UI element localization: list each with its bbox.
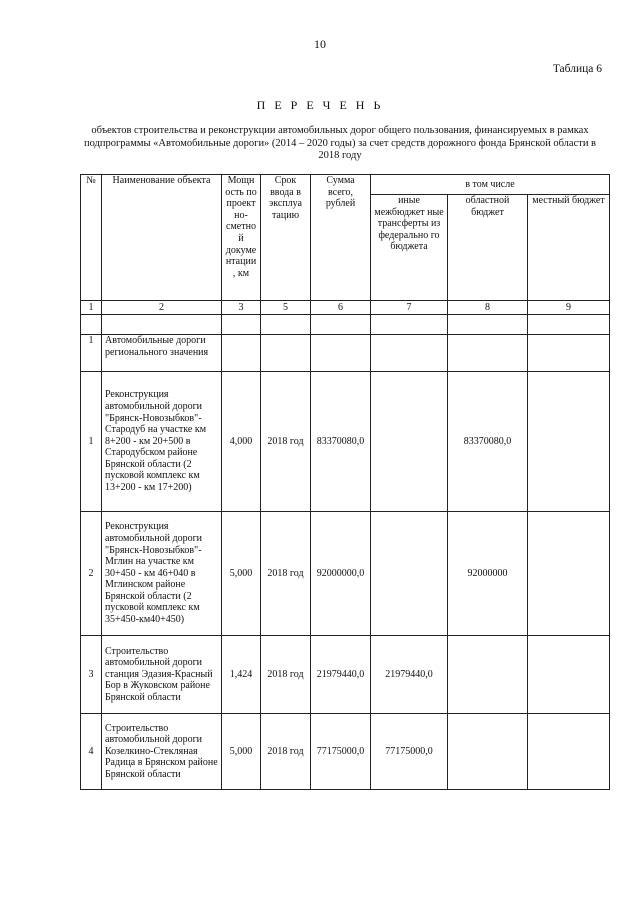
header-num: № [81, 175, 102, 301]
row-local [528, 512, 610, 636]
header-capacity: Мощн ость по проект но-сметно й докуме нтации , км [222, 175, 261, 301]
row-sum: 83370080,0 [311, 372, 371, 512]
row-transfers [371, 372, 448, 512]
header-regional: областной бюджет [448, 195, 528, 301]
row-capacity: 5,000 [222, 714, 261, 790]
column-number: 7 [371, 301, 448, 315]
document-title: П Е Р Е Ч Е Н Ь [256, 98, 384, 112]
row-local [528, 714, 610, 790]
column-number: 6 [311, 301, 371, 315]
column-number-row [81, 301, 610, 315]
section-name: Автомобильные дороги регионального значения [102, 335, 222, 372]
header-local: местный бюджет [528, 195, 610, 301]
row-sum: 21979440,0 [311, 636, 371, 714]
row-regional [448, 636, 528, 714]
header-sum: Сумма всего, рублей [311, 175, 371, 301]
column-number: 3 [222, 301, 261, 315]
row-num: 3 [81, 636, 102, 714]
column-number: 5 [261, 301, 311, 315]
table-row [81, 372, 610, 512]
column-number: 8 [448, 301, 528, 315]
row-transfers: 21979440,0 [371, 636, 448, 714]
header-term: Срок ввода в эксплуа тацию [261, 175, 311, 301]
row-capacity: 1,424 [222, 636, 261, 714]
spacer-row [81, 315, 610, 335]
row-name: Реконструкция автомобильной дороги "Брянск-Новозыбков"-Стародуб на участке км 8+200 - км 20+500 в Стародубском районе Брянской области (2 пусковой комплекс км 13+200 - км 17+200) [102, 372, 222, 512]
column-number: 9 [528, 301, 610, 315]
section-row [81, 335, 610, 372]
row-term: 2018 год [261, 714, 311, 790]
objects-table [80, 174, 610, 790]
row-sum: 77175000,0 [311, 714, 371, 790]
row-name: Реконструкция автомобильной дороги "Брянск-Новозыбков"-Мглин на участке км 30+450 - км 46+040 в Мглинском районе Брянской области (2 пусковой комплекс км 35+450-км40+450) [102, 512, 222, 636]
row-regional: 92000000 [448, 512, 528, 636]
row-term: 2018 год [261, 636, 311, 714]
section-num: 1 [81, 335, 102, 372]
header-including: в том числе [371, 175, 610, 195]
row-capacity: 4,000 [222, 372, 261, 512]
row-name: Строительство автомобильной дороги станция Эдазия-Красный Бор в Жуковском районе Брянской области [102, 636, 222, 714]
document-subtitle: объектов строительства и реконструкции автомобильных дорог общего пользования, финансируемых в рамках подпрограммы «Автомобильные дороги» (2014 – 2020 годы) за счет средств дорожного фонда Брянской области в 2018 году [83, 125, 597, 161]
row-local [528, 372, 610, 512]
row-num: 1 [81, 372, 102, 512]
row-term: 2018 год [261, 372, 311, 512]
header-row-1 [81, 175, 610, 195]
row-regional [448, 714, 528, 790]
column-number: 1 [81, 301, 102, 315]
row-term: 2018 год [261, 512, 311, 636]
table-label: Таблица 6 [552, 63, 602, 75]
row-name: Строительство автомобильной дороги Козелкино-Стекляная Радица в Брянском районе Брянской области [102, 714, 222, 790]
row-num: 2 [81, 512, 102, 636]
row-transfers: 77175000,0 [371, 714, 448, 790]
row-num: 4 [81, 714, 102, 790]
row-capacity: 5,000 [222, 512, 261, 636]
row-sum: 92000000,0 [311, 512, 371, 636]
row-regional: 83370080,0 [448, 372, 528, 512]
header-transfers: иные межбюджет ные трансферты из федерально го бюджета [371, 195, 448, 301]
column-number: 2 [102, 301, 222, 315]
page-number: 10 [314, 37, 326, 51]
table-row [81, 636, 610, 714]
header-name: Наименование объекта [102, 175, 222, 301]
table-row [81, 714, 610, 790]
table-row [81, 512, 610, 636]
row-transfers [371, 512, 448, 636]
row-local [528, 636, 610, 714]
